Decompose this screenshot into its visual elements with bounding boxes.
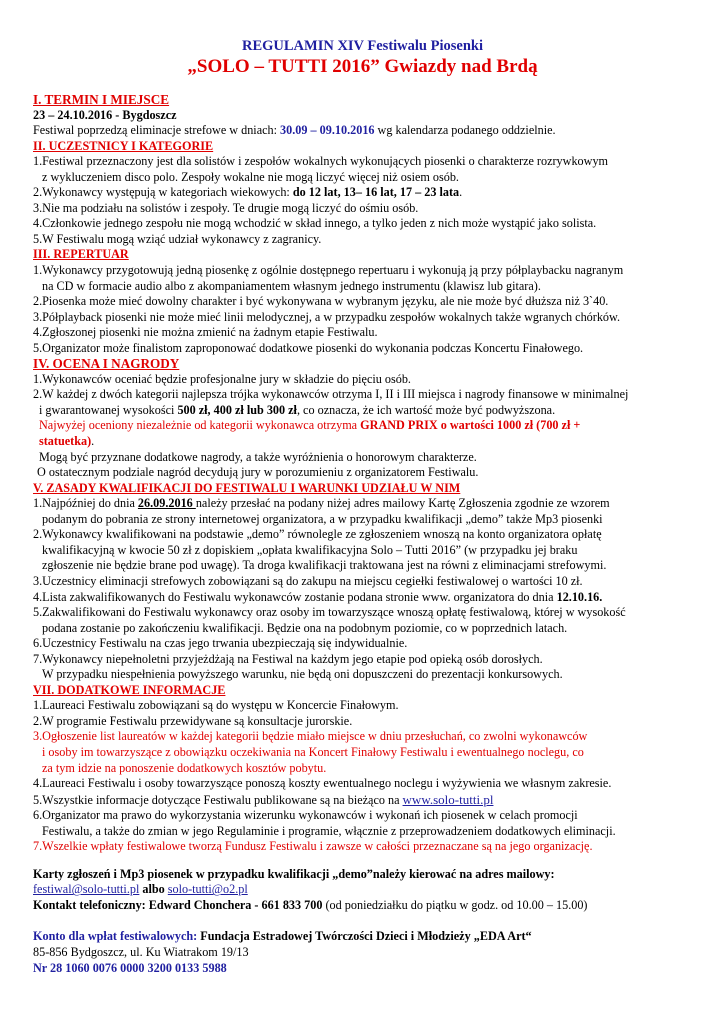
bank-label-line: Konto dla wpłat festiwalowych: Fundacja Estradowej Twórczości Dzieci i Młodzieży „EDA Art“	[33, 929, 532, 944]
grand-prix-note: statuetka).	[39, 434, 95, 449]
paragraph: z wykluczeniem disco polo. Zespoły wokalne nie mogą liczyć więcej niż osiem osób.	[42, 169, 459, 184]
paragraph: zgłoszenie nie będzie brane pod uwagę). Ta droga kwalifikacji traktowana jest na równi z eliminacjami strefowymi.	[42, 558, 607, 573]
section-heading-ocena: IV. OCENA I NAGRODY	[33, 356, 180, 372]
paragraph: podana zostanie po zakończeniu kwalifikacji. Będzie ona na podobnym poziomie, co w poprzednich latach.	[42, 620, 568, 635]
paragraph: Festiwalu, a także do zmian w jego Regulaminie i programie, włącznie z przeprowadzeniem dodatkowych eliminacji.	[42, 823, 616, 838]
paragraph: Festiwal poprzedzą eliminacje strefowe w dniach: 30.09 – 09.10.2016 wg kalendarza podanego oddzielnie.	[33, 123, 556, 138]
festival-name: „SOLO – TUTTI 2016” Gwiazdy nad Brdą	[187, 56, 538, 77]
eliminations-dates: 30.09 – 09.10.2016	[280, 123, 375, 138]
paragraph: 1.Najpóźniej do dnia 26.09.2016 należy przesłać na podany niżej adres mailowy Kartę Zgłoszenia zgodnie ze wzorem	[33, 496, 610, 511]
paragraph: 3.Nie ma podziału na solistów i zespoły. Te drugie mogą liczyć do ośmiu osób.	[33, 200, 419, 215]
paragraph: 5.W Festiwalu mogą wziąć udział wykonawcy z zagranicy.	[33, 231, 322, 246]
paragraph: na CD w formacie audio albo z akompaniamentem własnym jednego instrumentu (klawisz lub gitara).	[42, 278, 541, 293]
paragraph: kwalifikacyjną w kwocie 50 zł z dopiskiem „opłata kwalifikacyjna Solo – Tutti 2016” (w przypadku jej braku	[42, 542, 578, 557]
phone-contact: Kontakt telefoniczny: Edward Chonchera - 661 833 700 (od poniedziałku do piątku w godz. od 10.00 – 15.00)	[33, 897, 588, 912]
paragraph: podanym do pobrania ze strony internetowej organizatora, a w przypadku kwalifikacji „demo” także Mp3 piosenki	[42, 511, 603, 526]
paragraph: 5.Organizator może finalistom zaproponować dodatkowe piosenki do wykonania podczas Koncertu Finałowego.	[33, 340, 584, 355]
website-link[interactable]: www.solo-tutti.pl	[402, 791, 494, 807]
section-heading-repertuar: III. REPERTUAR	[33, 247, 129, 262]
section-heading-termin: I. TERMIN I MIEJSCE	[33, 92, 170, 107]
paragraph: 7.Wszelkie wpłaty festiwalowe tworzą Fundusz Festiwalu i zawsze w całości przeznaczane są na jego organizację.	[33, 839, 593, 854]
paragraph: 1.Wykonawcy przygotowują jedną piosenkę z ogólnie dostępnego repertuaru i wykonują ją przy półplaybacku nagranym	[33, 263, 624, 278]
paragraph: 4.Laureaci Festiwalu i osoby towarzyszące ponoszą koszty ewentualnego noclegu i wyżywienia we własnym zakresie.	[33, 776, 612, 791]
paragraph: 5.Zakwalifikowani do Festiwalu wykonawcy oraz osoby im towarzyszące wnoszą opłatę festiwalową, której w wysokość	[33, 605, 626, 620]
paragraph: 2.Piosenka może mieć dowolny charakter i być wykonywana w wybranym języku, ale nie może być dłuższa niż 3`40.	[33, 294, 609, 309]
paragraph: i osoby im towarzyszące z obowiązku oczekiwania na Koncert Finałowy Festiwalu i ewentualnego noclegu, co	[42, 744, 584, 759]
document-title: REGULAMIN XIV Festiwalu Piosenki	[241, 38, 483, 54]
paragraph: 2.Wykonawcy kwalifikowani na podstawie „demo” równolegle ze zgłoszeniem wnoszą na konto organizatora opłatę	[33, 527, 602, 542]
paragraph: Mogą być przyznane dodatkowe nagrody, a także wyróżnienia o honorowym charakterze.	[39, 449, 477, 464]
paragraph: 4.Zgłoszonej piosenki nie można zmienić na żadnym etapie Festiwalu.	[33, 325, 378, 340]
email-link-o2[interactable]: solo-tutti@o2.pl	[167, 882, 248, 897]
paragraph: 3.Ogłoszenie list laureatów w każdej kategorii będzie miało miejsce w dniu przesłuchań, co zwolni wykonawców	[33, 729, 588, 744]
regulations-body	[33, 92, 703, 976]
paragraph: O ostatecznym podziale nagród decydują jury w porozumieniu z organizatorem Festiwalu.	[37, 465, 479, 480]
bank-address: 85-856 Bydgoszcz, ul. Ku Wiatrakom 19/13	[33, 944, 249, 959]
festival-date: 23 – 24.10.2016 - Bygdoszcz	[33, 107, 177, 122]
paragraph: 4.Członkowie jednego zespołu nie mogą wchodzić w skład innego, a tylko jeden z nich może wystąpić jako solista.	[33, 216, 597, 231]
grand-prix-note: Najwyżej oceniony niezależnie od kategorii wykonawca otrzyma GRAND PRIX o wartości 1000 zł (700 zł +	[39, 418, 581, 433]
paragraph: 1.Wykonawców oceniać będzie profesjonalne jury w składzie do pięciu osób.	[33, 371, 411, 386]
bank-account-number: Nr 28 1060 0076 0000 3200 0133 5988	[33, 960, 227, 975]
paragraph: 4.Lista zakwalifikowanych do Festiwalu wykonawców zostanie podana stronie www. organizatora do dnia 12.10.16.	[33, 589, 603, 604]
paragraph: 6.Organizator ma prawo do wykorzystania wizerunku wykonawców i wykonań ich piosenek w celach promocji	[33, 808, 578, 823]
paragraph: 7.Wykonawcy niepełnoletni przyjeżdżają na Festiwal na każdym jego etapie pod opieką osób dorosłych.	[33, 651, 543, 666]
section-heading-uczestnicy: II. UCZESTNICY I KATEGORIE	[33, 138, 214, 153]
paragraph: 1.Festiwal przeznaczony jest dla solistów i zespołów wokalnych wykonujących piosenki o charakterze rozrywkowym	[33, 154, 609, 169]
section-heading-kwalifikacja: V. ZASADY KWALIFIKACJI DO FESTIWALU I WARUNKI UDZIAŁU W NIM	[33, 480, 461, 495]
paragraph: 6.Uczestnicy Festiwalu na czas jego trwania ubezpieczają się indywidualnie.	[33, 636, 408, 651]
paragraph: W przypadku niespełnienia powyższego warunku, nie będą oni dopuszczeni do prezentacji konkursowych.	[42, 667, 563, 682]
section-heading-informacje: VII. DODATKOWE INFORMACJE	[33, 682, 226, 697]
deadline-date: 26.09.2016	[137, 496, 196, 511]
paragraph: 1.Laureaci Festiwalu zobowiązani są do występu w Koncercie Finałowym.	[33, 698, 399, 713]
paragraph: 3.Półplayback piosenki nie może mieć linii melodycznej, a w przypadku zespołów wokalnych także wgranych chórków.	[33, 309, 621, 324]
paragraph: 2.W programie Festiwalu przewidywane są konsultacje jurorskie.	[33, 713, 353, 728]
paragraph: 5.Wszystkie informacje dotyczące Festiwalu publikowane są na bieżąco na www.solo-tutti.pl	[33, 791, 494, 807]
cards-instruction: Karty zgłoszeń i Mp3 piosenek w przypadku kwalifikacji „demo”należy kierować na adres mailowy:	[33, 866, 555, 881]
email-line: festiwal@solo-tutti.pl albo solo-tutti@o2.pl	[33, 882, 248, 897]
paragraph: 2.W każdej z dwóch kategorii najlepsza trójka wykonawców otrzyma I, II i III miejsca i nagrody finansowe w minimalnej	[33, 387, 629, 402]
paragraph: 2.Wykonawcy występują w kategoriach wiekowych: do 12 lat, 13– 16 lat, 17 – 23 lata.	[33, 185, 463, 200]
paragraph: za tym idzie na ponoszenie dodatkowych kosztów pobytu.	[42, 760, 327, 775]
email-link-festiwal[interactable]: festiwal@solo-tutti.pl	[33, 882, 140, 897]
paragraph: 3.Uczestnicy eliminacji strefowych zobowiązani są do zakupu na miejscu cegiełki festiwalowej o wartości 10 zł.	[33, 573, 583, 588]
paragraph: i gwarantowanej wysokości 500 zł, 400 zł lub 300 zł, co oznacza, że ich wartość może być podwyższona.	[39, 402, 556, 417]
